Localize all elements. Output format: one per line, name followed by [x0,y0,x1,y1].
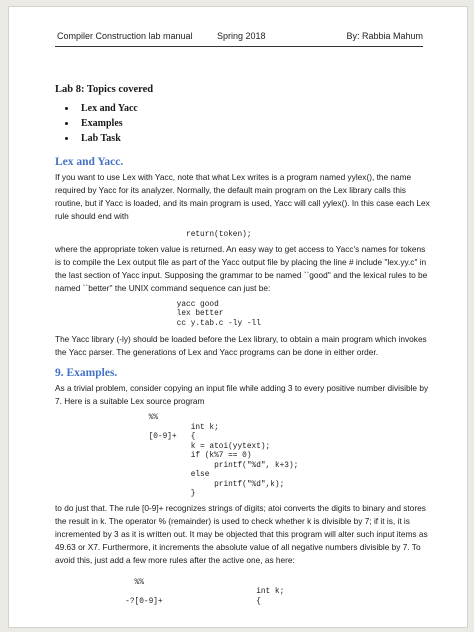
document-page [8,6,468,628]
code-block: return(token); [55,231,252,239]
page-content [55,83,430,607]
header-author: By: Rabbia Mahum [346,31,423,41]
paragraph: to do just that. The rule [0-9]+ recognizes strings of digits; atoi converts the digits to binary and stores the result in k. The operator % (remainder) is used to check whether k is divisible by 7; if it is, it is incremented by 3 as it is written out. It may be objected that this program will alter such input items as 49.63 or X7. Furthermore, it increments the absolute value of all negative numbers divisible by 7. To avoid this, just add a few more rules after the active one, as here: [55,502,428,565]
topics-list [55,101,430,146]
code-block: yacc good lex better cc y.tab.c -ly -ll [176,300,261,328]
topic-item: • Lab Task [77,131,430,146]
section-heading-examples: 9. Examples. [55,367,118,379]
topic-item: • Examples [77,116,430,131]
paragraph: As a trivial problem, consider copying an input file while adding 3 to every positive number divisible by 7. Here is a suitable Lex source program [55,383,429,406]
topic-item: • Lex and Yacc [77,101,430,116]
paragraph: If you want to use Lex with Yacc, note that what Lex writes is a program named yylex(), the name required by Yacc for its analyzer. Normally, the default main program on the Lex library calls this routine, but if Yacc is loaded, and its main program is used, Yacc will call yylex(). In this case each Lex rule should end with [55,172,430,221]
code-block: %% int k; [0-9]+ { k = atoi(yytext); if (k%7 == 0) printf("%d", k+3); else printf("%d",k); } [148,414,299,498]
paragraph: where the appropriate token value is returned. An easy way to get access to Yacc's names for tokens is to compile the Lex output file as part of the Yacc output file by placing the line # include "lex.yy.c" in the last section of Yacc input. Supposing the grammar to be named ``good'' and the lexical rules to be named ``better'' the UNIX command sequence can just be: [55,243,428,293]
section-heading-lex-yacc: Lex and Yacc. [55,156,124,168]
page-header [57,31,423,45]
code-block: %% int k; -?[0-9]+ { [125,578,285,606]
header-term: Spring 2018 [217,31,266,41]
header-divider [55,46,423,47]
paragraph: The Yacc library (-ly) should be loaded before the Lex library, to obtain a main program which invokes the Yacc parser. The generations of Lex and Yacc programs can be done in either order. [55,334,427,357]
header-course: Compiler Construction lab manual [57,31,193,41]
lab-title: Lab 8: Topics covered [55,84,154,95]
